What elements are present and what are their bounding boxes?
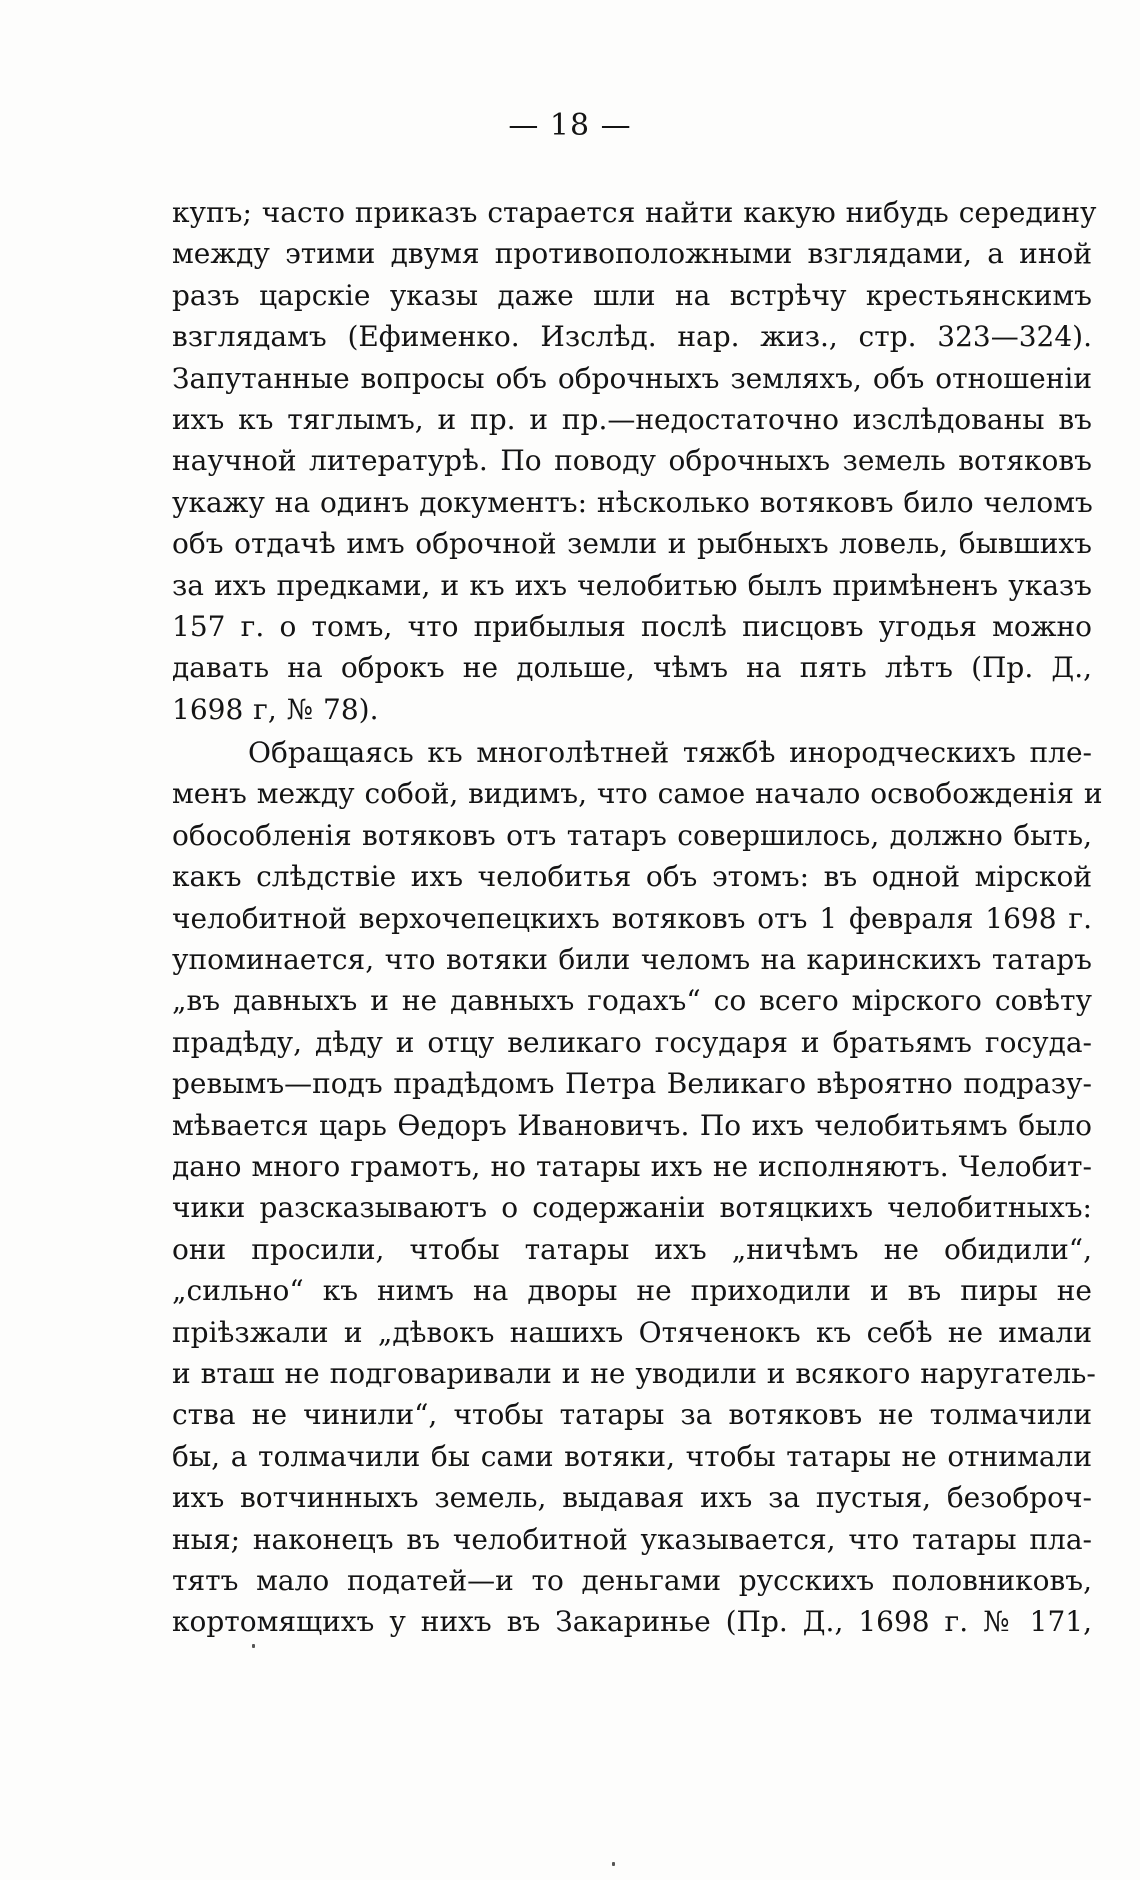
text-line: научной литературѣ. По поводу оброчныхъ земель вотяковъ — [172, 444, 1092, 478]
text-line: ревымъ—подъ прадѣдомъ Петра Великаго вѣроятно подразу- — [172, 1067, 1092, 1101]
text-line: 157 г. о томъ, что прибылыя послѣ писцовъ угодья можно — [172, 609, 1092, 643]
page-number: — 18 — — [508, 108, 632, 143]
text-line: кортомящихъ у нихъ въ Закаринье (Пр. Д., 1698 г. № 171, — [172, 1605, 1092, 1639]
text-line: разъ царскіе указы даже шли на встрѣчу крестьянскимъ — [172, 278, 1092, 312]
text-line: прадѣду, дѣду и отцу великаго государя и братьямъ госуда- — [172, 1025, 1092, 1059]
text-line: дано много грамотъ, но татары ихъ не исполняютъ. Челобит- — [172, 1149, 1092, 1183]
text-line: ихъ вотчинныхъ земель, выдавая ихъ за пустыя, безоброч- — [172, 1481, 1092, 1515]
text-line: мѣвается царь Ѳедоръ Ивановичъ. По ихъ челобитьямъ было — [172, 1108, 1092, 1142]
paragraph-1 — [172, 192, 1097, 730]
text-line: взглядамъ (Ефименко. Изслѣд. нар. жиз., стр. 323—324). — [172, 320, 1092, 354]
text-line: укажу на одинъ документъ: нѣсколько вотяковъ било челомъ — [172, 485, 1093, 519]
text-line: за ихъ предками, и къ ихъ челобитью былъ примѣненъ указъ — [172, 568, 1092, 602]
text-line: обособленія вотяковъ отъ татаръ совершилось, должно быть, — [172, 818, 1092, 852]
text-line: ихъ къ тяглымъ, и пр. и пр.—недостаточно изслѣдованы въ — [172, 402, 1092, 436]
text-line: Запутанные вопросы объ оброчныхъ земляхъ, объ отношеніи — [172, 361, 1092, 395]
text-line: ства не чинили“, чтобы татары за вотяковъ не толмачили — [172, 1398, 1092, 1432]
text-line: какъ слѣдствіе ихъ челобитья объ этомъ: въ одной мірской — [172, 860, 1092, 894]
text-line: купъ; часто приказъ старается найти какую нибудь середину — [172, 196, 1097, 229]
text-line: „сильно“ къ нимъ на дворы не приходили и въ пиры не — [172, 1274, 1092, 1308]
text-line: чики разсказываютъ о содержаніи вотяцкихъ челобитныхъ: — [172, 1191, 1092, 1225]
body-text — [172, 192, 1103, 1643]
text-line: менъ между собой, видимъ, что самое начало освобожденія и — [172, 777, 1103, 811]
text-line: ныя; наконецъ въ челобитной указывается, что татары пла- — [172, 1522, 1092, 1556]
text-line: между этими двумя противоположными взглядами, а иной — [172, 237, 1092, 271]
ink-speck — [612, 1862, 615, 1866]
text-line: они просили, чтобы татары ихъ „ничѣмъ не обидили“, — [172, 1232, 1092, 1266]
text-line: тятъ мало податей—и то деньгами русскихъ половниковъ, — [172, 1563, 1092, 1597]
text-line: давать на оброкъ не дольше, чѣмъ на пять лѣтъ (Пр. Д., — [172, 651, 1092, 685]
ink-speck — [252, 1644, 255, 1648]
paragraph-2 — [172, 732, 1103, 1643]
text-line: 1698 г, № 78). — [172, 692, 379, 726]
text-line: челобитной верхочепецкихъ вотяковъ отъ 1 февраля 1698 г. — [172, 901, 1092, 935]
text-line: „въ давныхъ и не давныхъ годахъ“ со всего мірского совѣту — [172, 984, 1092, 1018]
text-line: упоминается, что вотяки били челомъ на каринскихъ татаръ — [172, 943, 1092, 977]
text-line: пріѣзжали и „дѣвокъ нашихъ Отяченокъ къ себѣ не имали — [172, 1315, 1092, 1349]
text-line: бы, а толмачили бы сами вотяки, чтобы татары не отнимали — [172, 1439, 1092, 1473]
text-line: и вташ не подговаривали и не уводили и всякого наругатель- — [172, 1356, 1096, 1390]
text-line: Обращаясь къ многолѣтней тяжбѣ инородческихъ пле- — [248, 736, 1092, 770]
text-line: объ отдачѣ имъ оброчной земли и рыбныхъ ловель, бывшихъ — [172, 527, 1092, 561]
